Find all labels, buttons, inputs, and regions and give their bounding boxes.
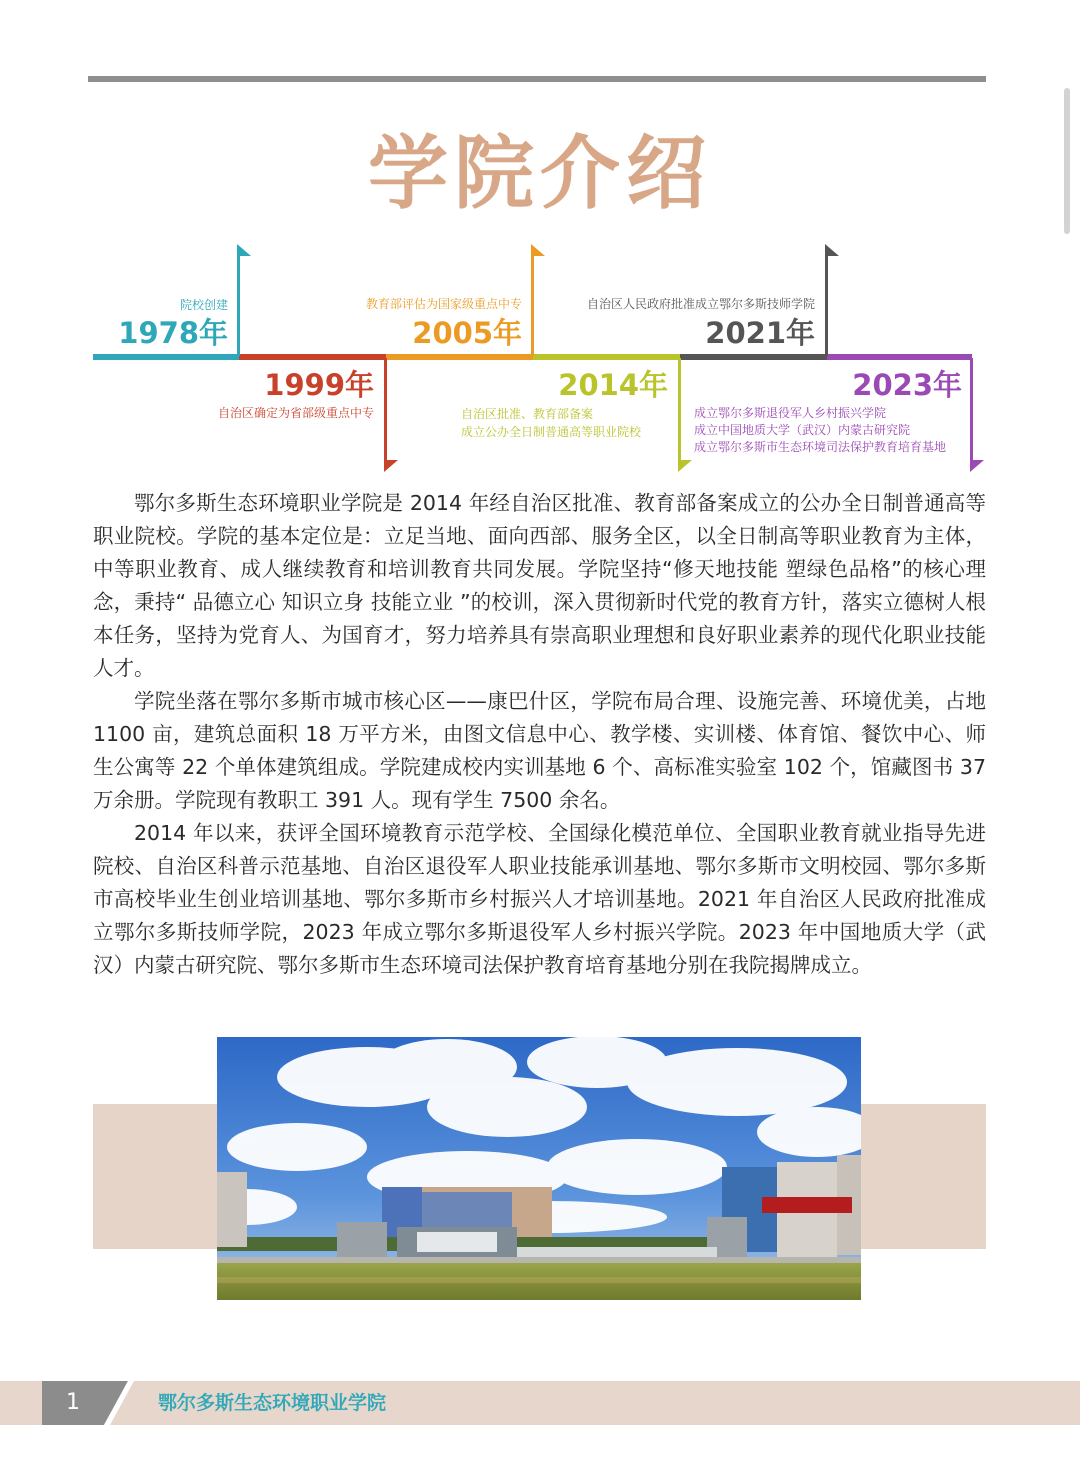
caption-2005: 教育部评估为国家级重点中专: [365, 297, 522, 311]
stem-2023: [970, 358, 973, 460]
introduction-text: [93, 487, 986, 982]
caption-2023-line1: 成立鄂尔多斯退役军人乡村振兴学院: [694, 406, 887, 420]
timeline-segment-2005: [386, 354, 533, 360]
stem-1978: [237, 256, 240, 356]
stem-2021: [825, 256, 828, 356]
timeline-segment-2021: [680, 354, 827, 360]
caption-2021: 自治区人民政府批准成立鄂尔多斯技师学院: [586, 297, 815, 311]
caption-1978: 院校创建: [179, 298, 228, 312]
stem-1999: [384, 358, 387, 460]
caption-2023-line2: 成立中国地质大学（武汉）内蒙古研究院: [694, 423, 911, 437]
flag-1999: [384, 460, 398, 472]
flag-2021: [825, 244, 839, 256]
flag-2005: [531, 244, 545, 256]
campus-photo: [217, 1037, 861, 1300]
year-2023: 2023年: [852, 368, 962, 402]
timeline-segment-1999: [239, 354, 386, 360]
timeline-segment-2014: [533, 354, 680, 360]
timeline: [0, 0, 1080, 480]
paragraph-1: 鄂尔多斯生态环境职业学院是 2014 年经自治区批准、教育部备案成立的公办全日制普通高等职业院校。学院的基本定位是：立足当地、面向西部、服务全区，以全日制高等职业教育为主体，中等职业教育、成人继续教育和培训教育共同发展。学院坚持“修天地技能 塑绿色品格”的核心理念，秉持“ 品德立心 知识立身 技能立业 ”的校训，深入贯彻新时代党的教育方针，落实立德树人根本任务，坚持为党育人、为国育才，努力培养具有崇高职业理想和良好职业素养的现代化职业技能人才。: [93, 491, 986, 680]
page-title: 学院介绍: [368, 127, 712, 220]
paragraph-3: 2014 年以来，获评全国环境教育示范学校、全国绿化模范单位、全国职业教育就业指导先进院校、自治区科普示范基地、自治区退役军人职业技能承训基地、鄂尔多斯市文明校园、鄂尔多斯市高校毕业生创业培训基地、鄂尔多斯市乡村振兴人才培训基地。2021 年自治区人民政府批准成立鄂尔多斯技师学院，2023 年成立鄂尔多斯退役军人乡村振兴学院。2023 年中国地质大学（武汉）内蒙古研究院、鄂尔多斯市生态环境司法保护教育培育基地分别在我院揭牌成立。: [93, 821, 986, 977]
year-2021: 2021年: [705, 316, 815, 350]
flag-2023: [970, 460, 984, 472]
paragraph-2: 学院坐落在鄂尔多斯市城市核心区——康巴什区，学院布局合理、设施完善、环境优美，占地 1100 亩，建筑总面积 18 万平方米，由图文信息中心、教学楼、实训楼、体育馆、餐饮中心、师生公寓等 22 个单体建筑组成。学院建成校内实训基地 6 个、高标准实验室 102 个，馆藏图书 37 万余册。学院现有教职工 391 人。现有学生 7500 余名。: [93, 689, 986, 812]
campus-photo-illustration: [217, 1037, 861, 1300]
flag-2014: [678, 460, 692, 472]
stem-2005: [531, 256, 534, 356]
caption-2023-line3: 成立鄂尔多斯市生态环境司法保护教育培育基地: [694, 440, 947, 454]
year-1978: 1978年: [118, 316, 228, 350]
page-number: 1: [66, 1390, 80, 1415]
timeline-segment-2023: [827, 354, 972, 360]
caption-1999: 自治区确定为省部级重点中专: [217, 406, 374, 420]
caption-2014-line1: 自治区批准、教育部备案: [461, 407, 594, 421]
year-1999: 1999年: [264, 368, 374, 402]
caption-2014-line2: 成立公办全日制普通高等职业院校: [461, 425, 642, 439]
year-2005: 2005年: [412, 316, 522, 350]
flag-1978: [237, 244, 251, 256]
footer-school-name: 鄂尔多斯生态环境职业学院: [158, 1392, 387, 1414]
stem-2014: [678, 358, 681, 460]
year-2014: 2014年: [558, 368, 668, 402]
timeline-segment-1978: [93, 354, 239, 360]
